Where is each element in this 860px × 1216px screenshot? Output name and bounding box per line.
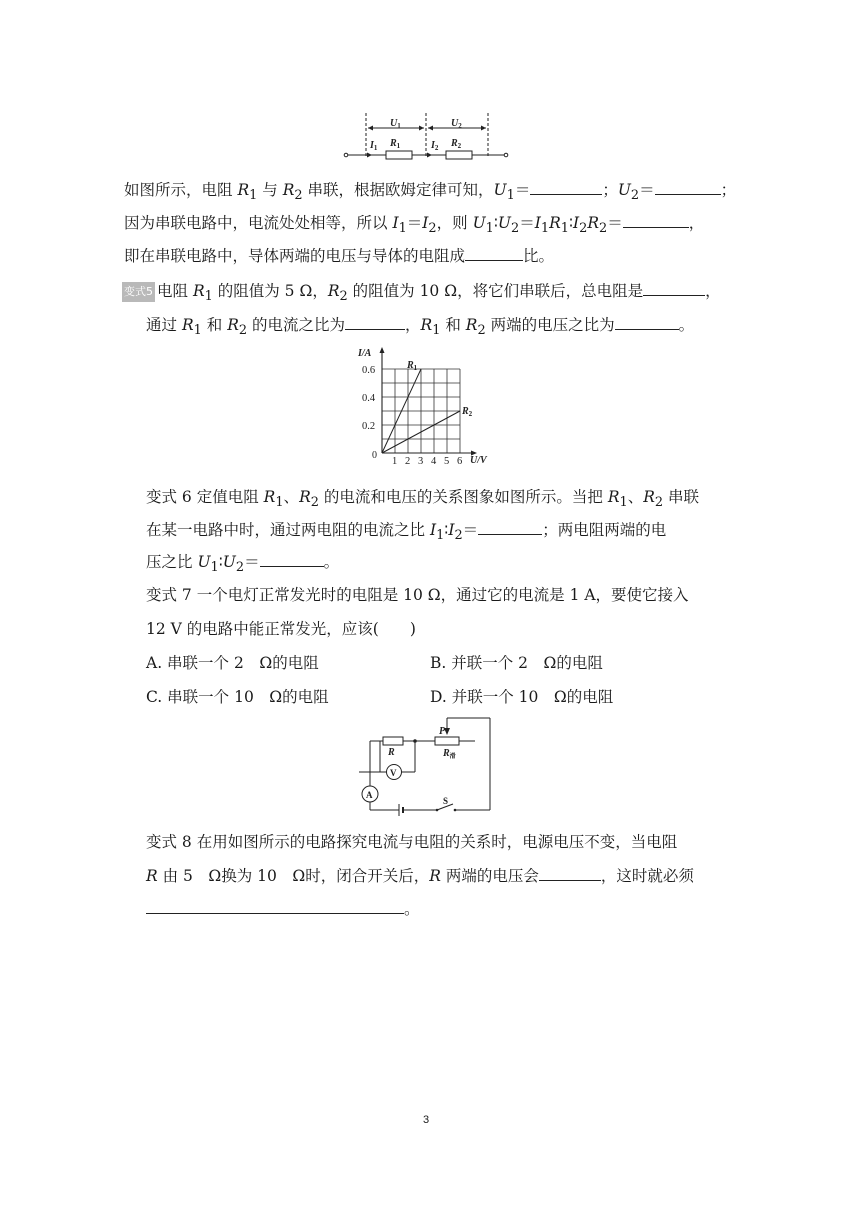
- svg-text:R1: $R_1$: [390, 138, 401, 150]
- svg-text:I1: $I_1$: [370, 140, 378, 152]
- origin-label: 0: [372, 450, 377, 461]
- q7-line1: 变式 7 一个电灯正常发光时的电阻是 10 Ω，通过它的电流是 1 A，要使它接入: [146, 586, 689, 604]
- answer-blank[interactable]: [478, 520, 542, 535]
- q7-option-b[interactable]: B. 并联一个 2 Ω的电阻: [430, 654, 603, 672]
- answer-blank[interactable]: [345, 315, 405, 330]
- x-axis-label: U/V: [470, 455, 487, 466]
- x-tick-label: 4: [431, 456, 437, 467]
- svg-text:R2: $R_2$: [462, 406, 473, 418]
- q8-line2: R 由 5 Ω换为 10 Ω时，闭合开关后，R 两端的电压会 ，这时就必须: [146, 867, 694, 885]
- answer-blank[interactable]: [530, 180, 602, 195]
- answer-blank[interactable]: [615, 315, 679, 330]
- circuit-diagram: [355, 714, 495, 820]
- q7-option-d[interactable]: D. 并联一个 10 Ω的电阻: [430, 688, 614, 706]
- circuit-p-label: P: [439, 726, 446, 737]
- x-tick-label: 1: [392, 456, 398, 467]
- answer-blank[interactable]: [260, 552, 324, 567]
- svg-text:R滑: $R_滑$: [443, 748, 456, 760]
- q7-option-c[interactable]: C. 串联一个 10 Ω的电阻: [146, 688, 329, 706]
- svg-text:U2: $U_2$: [451, 118, 462, 130]
- q8-line3: 。: [146, 899, 420, 919]
- circuit-rheostat-label: R: [443, 748, 450, 759]
- q5-badge: 变式5: [122, 282, 155, 302]
- x-tick-label: 3: [418, 456, 424, 467]
- para1-line1: 如图所示，电阻 $R_1$ 与 $R_2$ 串联，根据欧姆定律可知，$U_1=$ ；$U_2=$ ；: [124, 181, 737, 204]
- series-label-r2: R: [462, 406, 469, 417]
- fig1-i2-label: I: [431, 140, 435, 151]
- answer-blank[interactable]: [623, 213, 689, 228]
- switch-label: S: [443, 796, 449, 806]
- q6-line3: 压之比 $U_1∶U_2=$ 。: [146, 553, 340, 576]
- circuit-r-label: R: [388, 747, 395, 758]
- ammeter-label: A: [366, 790, 373, 800]
- series-label-r1: R: [407, 360, 414, 371]
- answer-blank[interactable]: [146, 899, 404, 914]
- y-tick-label: 0.6: [362, 365, 376, 376]
- answer-blank[interactable]: [539, 866, 601, 881]
- svg-text:R2: $R_2$: [451, 138, 462, 150]
- y-tick-label: 0.4: [362, 393, 376, 404]
- y-axis-label: I/A: [358, 348, 372, 359]
- fig1-u1-label: U: [390, 118, 398, 129]
- page-number: 3: [423, 1114, 430, 1126]
- q5-line2: 通过 $R_1$ 和 $R_2$ 的电流之比为 ，$R_1$ 和 $R_2$ 两端的电压之比为 。: [146, 316, 695, 339]
- svg-text:I2: $I_2$: [431, 140, 439, 152]
- iu-graph-chart: [350, 342, 500, 470]
- q7-option-a[interactable]: A. 串联一个 2 Ω的电阻: [146, 654, 319, 672]
- svg-text:U1: $U_1$: [390, 118, 401, 130]
- q5-line1: 变式5 电阻 $R_1$ 的阻值为 5 Ω，$R_2$ 的阻值为 10 Ω，将它们串联后，总电阻是 ，: [124, 282, 721, 305]
- para1-line2: 因为串联电路中，电流处处相等，所以 $I_1=I_2$，则 $U_1∶U_2=I_1R_1∶I_2R_2=$ ，: [124, 214, 705, 237]
- svg-text:R1: $R_1$: [407, 360, 418, 372]
- fig1-r1-label: R: [390, 138, 397, 149]
- answer-blank[interactable]: [655, 180, 721, 195]
- q6-line1: 变式 6 定值电阻 $R_1$、$R_2$ 的电流和电压的关系图象如图所示。当把 $R_1$、$R_2$ 串联: [146, 488, 700, 511]
- fig1-i1-label: I: [370, 140, 374, 151]
- q8-line1: 变式 8 在用如图所示的电路探究电流与电阻的关系时，电源电压不变，当电阻: [146, 833, 678, 851]
- series-circuit-figure: [340, 108, 515, 163]
- q7-line2: 12 V 的电路中能正常发光，应该( ): [146, 620, 416, 638]
- x-tick-label: 6: [457, 456, 463, 467]
- y-tick-label: 0.2: [362, 421, 376, 432]
- para1-line3: 即在串联电路中，导体两端的电压与导体的电阻成 比。: [124, 247, 555, 265]
- answer-blank[interactable]: [465, 246, 523, 261]
- answer-blank[interactable]: [643, 281, 705, 296]
- x-tick-label: 5: [444, 456, 450, 467]
- voltmeter-label: V: [390, 768, 397, 778]
- x-tick-label: 2: [405, 456, 411, 467]
- y-axis-arrow: [380, 347, 385, 353]
- q6-line2: 在某一电路中时，通过两电阻的电流之比 $I_1∶I_2=$ ；两电阻两端的电: [146, 521, 667, 544]
- fig1-r2-label: R: [451, 138, 458, 149]
- fig1-u2-label: U: [451, 118, 459, 129]
